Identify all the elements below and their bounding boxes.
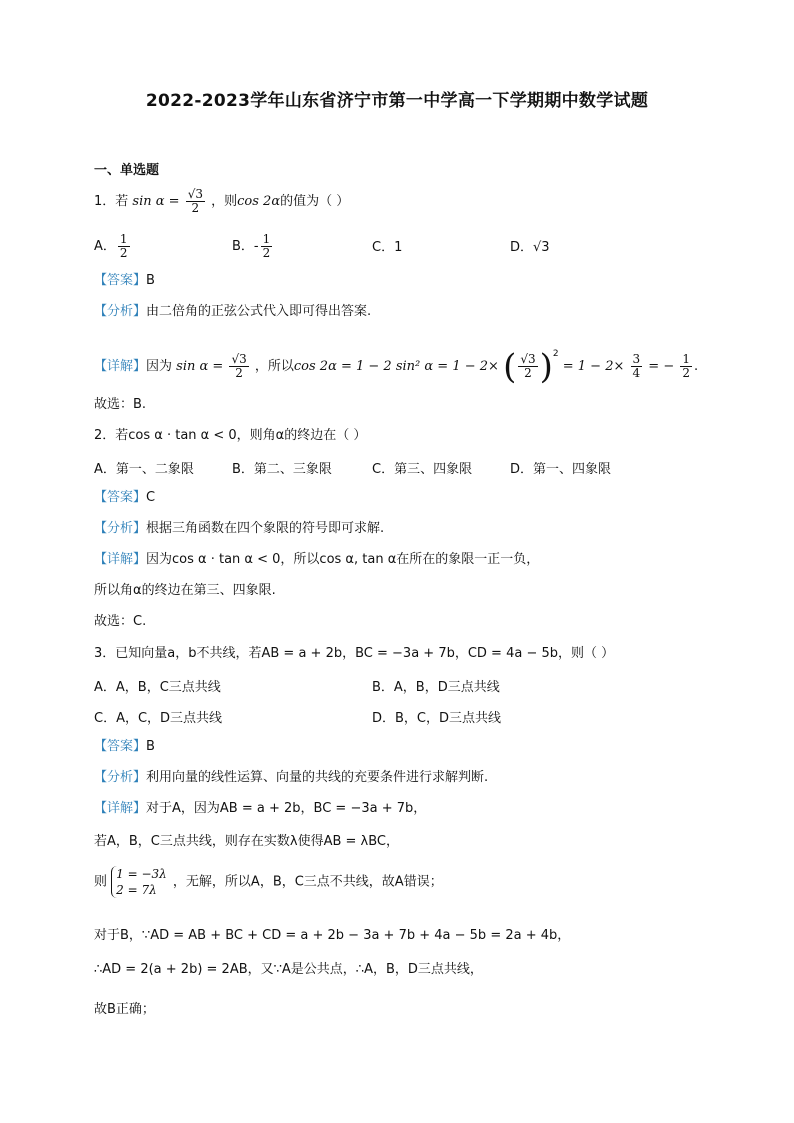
page-title: 2022-2023学年山东省济宁市第一中学高一下学期期中数学试题 [145,91,649,111]
q1-option-b: B．- $\frac{1}{2}$ [232,232,271,260]
q1-cos: cos 2α [237,194,281,209]
detail-tag: 【详解】 [94,359,147,374]
q3-detail: 【详解】对于A，因为AB = a + 2b，BC = −3a + 7b， [94,801,427,816]
q1-option-d: D．√3 [510,240,550,255]
analysis-tag: 【分析】 [94,304,147,319]
q2-analysis: 【分析】根据三角函数在四个象限的符号即可求解. [94,521,385,536]
q2-choose: 故选：C. [94,614,147,629]
q3-answer: 【答案】B [94,739,155,754]
q3-option-a: A．A，B，C三点共线 [94,680,221,695]
q3-analysis: 【分析】利用向量的线性运算、向量的共线的充要条件进行求解判断. [94,770,489,785]
q3-detail-2: 若A，B，C三点共线，则存在实数λ使得AB = λBC， [94,834,400,849]
q1-analysis: 【分析】由二倍角的正弦公式代入即可得出答案. [94,304,372,319]
q2-option-a: A．第一、二象限 [94,462,194,477]
q3-detail-6: 故B正确； [94,1002,155,1017]
q3-detail-3: 则 1 = −3λ 2 = 7λ ，无解，所以A，B，C三点不共线，故A错误； [94,867,443,897]
q1-choose: 故选：B. [94,397,147,412]
q2-detail: 【详解】因为cos α · tan α < 0，所以cos α, tan α在所在的象限一正一负， [94,552,540,567]
section-heading: 一、单选题 [94,163,160,178]
q1-answer: 【答案】B [94,273,155,288]
q1-stem: 1．若 sin α = $\frac{√3}{2}$ ，则cos 2α的值为（ ） [94,187,350,215]
q2-option-b: B．第二、三象限 [232,462,332,477]
q1-detail: 【详解】因为 sin α = $\frac{√3}{2}$ ，所以cos 2α = 1 − 2 sin² α = 1 − 2× ( $\frac{√3}{2}$ )$^2$ = 1 − 2× $\frac{3}{4}$ = − $\frac{1}{2}$ . [94,346,699,387]
q3-option-b: B．A，B，D三点共线 [372,680,500,695]
q3-stem: 3．已知向量a，b不共线，若AB = a + 2b，BC = −3a + 7b，CD = 4a − 5b，则（ ） [94,646,615,661]
q3-detail-5: ∴AD = 2(a + 2b) = 2AB，又∵A是公共点，∴A，B，D三点共线， [94,962,483,977]
q1-frac: $\frac{√3}{2}$ [187,187,203,215]
q2-option-c: C．第三、四象限 [372,462,473,477]
q3-option-c: C．A，C，D三点共线 [94,711,223,726]
q1-option-a: A． $\frac{1}{2}$ [94,232,128,260]
equation-system: 1 = −3λ 2 = 7λ [111,866,167,898]
q2-stem: 2．若cos α · tan α < 0，则角α的终边在（ ） [94,428,367,443]
q1-stem-text: 1．若 [94,194,129,209]
q3-option-d: D．B，C，D三点共线 [372,711,502,726]
q3-detail-4: 对于B，∵AD = AB + BC + CD = a + 2b − 3a + 7b + 4a − 5b = 2a + 4b， [94,928,571,943]
q2-detail-2: 所以角α的终边在第三、四象限. [94,583,276,598]
q1-sin: sin α = [132,194,180,209]
q2-answer: 【答案】C [94,490,156,505]
q2-option-d: D．第一、四象限 [510,462,612,477]
q1-option-c: C．1 [372,240,403,255]
answer-tag: 【答案】 [94,273,147,288]
